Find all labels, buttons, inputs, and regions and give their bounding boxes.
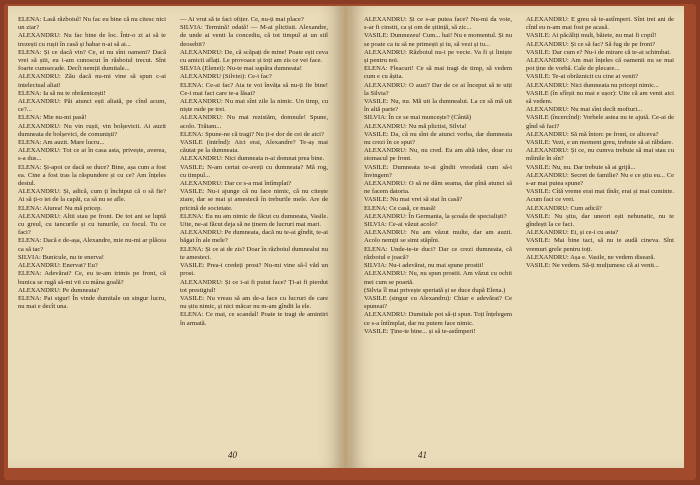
dialogue-paragraph: VASILE: N-am certat ce-aveți cu dumneata? Mă rog, cu timpul... — [180, 163, 328, 179]
dialogue-paragraph: VASILE: Nu știu, dar uneori ești nebunatic, nu te gîndești la ce faci. — [526, 212, 674, 229]
dialogue-paragraph: ALEXANDRU: Nu, nu spun prostii. Am văzut cu ochii mei cum se poartă. — [364, 270, 512, 286]
dialogue-paragraph: VASILE: Dar cum e? Nu-i de mirare că te-ai schimbat. — [526, 48, 671, 56]
dialogue-paragraph: ALEXANDRU: Și ce s-ar putea face? Nu-mi da voie, s-ar fi cinstit, ca și om de știință, să zic... — [364, 16, 512, 32]
dialogue-paragraph: ALEXANDRU: Ei, și ce-i cu asta? — [526, 229, 619, 237]
dialogue-paragraph: SILVIA: Termină! odată! — M-ai plictisit. Alexandre, de unde ai venit la concediu, că tot timpul ai un stil deosebit? — [180, 24, 328, 48]
dialogue-paragraph: ALEXANDRU: Nu, nu cred. Eu am altă idee, doar cu stomacul pe front. — [364, 147, 512, 163]
dialogue-paragraph: ALEXANDRU: O să ne dăm seama, dar pînă atunci să ne facem datoria. — [364, 180, 512, 196]
dialogue-paragraph: ELENA: Mie nu-mi pasă! — [18, 114, 87, 122]
dialogue-paragraph: ELENA: Și-apoi ce dacă se duce? Bine, așa cum a fost ea. Cine a fost tras la răspundere și cu ce? Am înțeles destul. — [18, 163, 166, 188]
dialogue-paragraph: ELENA: Adevărat? Ce, eu te-am trimis pe front, că bunica se rugă să-mi vii cu mâna goală? — [18, 270, 166, 286]
dialogue-paragraph: ELENA: Și ce ai de zis? Doar în războiul dumnealui nu te amesteci. — [180, 245, 328, 261]
dialogue-paragraph: VASILE (intrînd): Aici erai, Alexandre? Te-aș mai căutat pe la dumneata. — [180, 139, 328, 155]
dialogue-paragraph: VASILE: Ține-te bine... și să te-astîmperi! — [364, 327, 476, 335]
dialogue-paragraph: ALEXANDRU: Așa e. Vasile, ne vedem diseară. — [526, 253, 655, 261]
dialogue-paragraph: VASILE: Ne vedem. Să-ți mulțumesc că ai venit... — [526, 262, 660, 270]
dialogue-paragraph: ALEXANDRU: Și ce să fac? Să fug de pe front? — [526, 40, 656, 48]
dialogue-paragraph: VASILE: Nu-i ajunge că nu face nimic, că nu citește ziare, dar se mai și amestecă în treburile mele. Are de pricină de societate. — [180, 188, 328, 212]
dialogue-paragraph: VASILE: Ai păcăliți mult, băiete, nu mai fi copil! — [526, 32, 657, 40]
dialogue-paragraph: ALEXANDRU: Războiul nu-i pe vecie. Va fi și liniște și pentru noi. — [364, 48, 512, 65]
dialogue-paragraph: ALEXANDRU: Zău dacă nu-mi vine să spun c-ai intelectual aliat! — [18, 73, 166, 89]
dialogue-paragraph: ALEXANDRU: Secret de familie? Nu e ce știu eu... Ce s-ar mai putea spune? — [526, 171, 674, 188]
dialogue-paragraph: ALEXANDRU (Silviei): Ce-i fac? — [180, 73, 272, 81]
page-number-left: 40 — [228, 450, 237, 460]
dialogue-paragraph: ELENA: Ce-ai fac? Aia te voi învăța să nu-ți fie bine! Ce-i mai faci care te-a lăsat? — [180, 81, 328, 97]
dialogue-paragraph: VASILE: Prea-i credeți prost? Nu-mi vine să-l văd un prost. — [180, 262, 328, 278]
page-number-right: 41 — [418, 450, 427, 460]
right-page-column-1 — [364, 16, 512, 336]
dialogue-paragraph: ALEXANDRU: Nu mai sînt decît mofturi... — [526, 106, 643, 114]
dialogue-paragraph: VASILE: Cîtă vreme erai mai tînăr, erai și mai cuminte. Acum faci ce vrei. — [526, 188, 674, 204]
dialogue-paragraph: ALEXANDRU: De, că scăpați de mine! Poate ești ceva cu amicii aflați. Le provoace și toți am zis ce vei face. — [180, 48, 328, 65]
dialogue-paragraph: ALEXANDRU: Enervat? Eu? — [18, 262, 98, 270]
dialogue-paragraph: SILVIA: În ce se mai muncește? (Cântă) — [364, 114, 472, 122]
dialogue-paragraph: ALEXANDRU: Nu am văzut multe, dar am auzit. Acolo nemții se simt stăpîni. — [364, 229, 512, 245]
dialogue-paragraph: ALEXANDRU: Și, adică, cum ți închipui că o să fie? Ai să ți-o iei de la capăt, ca să nu se afle. — [18, 188, 166, 204]
dialogue-paragraph: ELENA: Pai sigur! În vinde dumitale un singur lucru, nu mai e decît una. — [18, 294, 166, 311]
dialogue-paragraph: ALEXANDRU: Am mai înțeles că oamenii nu se mai pot ține de vorbă. Cale de plecare... — [526, 57, 674, 73]
dialogue-paragraph: ALEXANDRU: Să mă întorc pe front, ce altceva? — [526, 130, 659, 138]
left-page — [8, 6, 342, 468]
dialogue-paragraph: ELENA: Am auzit. Mare lucru... — [18, 139, 105, 147]
dialogue-paragraph: ALEXANDRU: În Germania, la școala de specialiști? — [364, 212, 507, 220]
dialogue-paragraph: VASILE: Nu, nu. Dar trebuie să ai grijă... — [526, 163, 636, 171]
dialogue-paragraph: VASILE: Mai bine taci, să nu te audă cineva. Sînt vremuri grele pentru toți. — [526, 237, 674, 253]
dialogue-paragraph: ALEXANDRU: Nici dumneata nu pricepi nimic... — [526, 81, 659, 89]
dialogue-paragraph: ELENA: Unde-te-te duci? Dar ce crezi dumneata, că războiul e joacă? — [364, 245, 512, 261]
dialogue-paragraph: VASILE: Te-ai obrăznicit cu cine ai venit? — [526, 73, 639, 81]
dialogue-paragraph: ALEXANDRU: Altii stau pe front. De tot ani se luptă cu greul, cu tancurile și cu tunurile, cu focul. Tu ce faci? — [18, 212, 166, 237]
dialogue-paragraph: SILVIA: Ce-ai văzut acolo? — [364, 221, 438, 229]
dialogue-paragraph: (Silvia îl mai privește speriată și se duce după Elena.) — [364, 286, 506, 294]
dialogue-paragraph: ALEXANDRU: Dumitale pot să-ți spun. Toți înțelegem ce s-a întîmplat, dar nu putem face nimic. — [364, 311, 512, 327]
dialogue-paragraph: ELENA: Ia să nu te obrăznicești! — [18, 89, 106, 97]
dialogue-paragraph: ALEXANDRU: Dar ce s-a mai întîmplat? — [180, 180, 292, 188]
dialogue-paragraph: SILVIA (Elenei): Nu-te mai supăra dumneata! — [180, 65, 302, 73]
dialogue-paragraph: ALEXANDRU: Nu mai sînt zile la nimic. Un timp, cu niște rude pe trei. — [180, 98, 328, 114]
dialogue-paragraph: VASILE (încercînd): Vorbele astea nu te ajută. Ce-ai de gînd să faci? — [526, 114, 674, 130]
dialogue-paragraph: VASILE: Nu mai vrei să stai în casă? — [364, 196, 463, 204]
right-page-column-2 — [526, 16, 674, 270]
dialogue-paragraph: ALEXANDRU: E greu să te-astîmperi. Sînt trei ani de cînd eu n-am mai fost pe acasă. — [526, 16, 674, 32]
dialogue-paragraph: ALEXANDRU: Nu mă plictisi, Silvia! — [364, 122, 467, 130]
dialogue-paragraph: ELENA: Fleacuri! Ce să mai tragi de timp, să vedem cum e cu ăștia. — [364, 65, 512, 81]
left-page-column-2 — [180, 16, 328, 328]
right-page — [350, 6, 684, 468]
dialogue-paragraph: SILVIA: Nu-i adevărat, nu mai spune prostii! — [364, 262, 484, 270]
dialogue-paragraph: ALEXANDRU: Nu mai rezistăm, domnule! Spune, acolo. Trăiam... — [180, 114, 328, 130]
dialogue-paragraph: ALEXANDRU: Nu vin rușii, vin bolșevicii. Ai auzit dumneata de bolșevici, de comuniști? — [18, 122, 166, 138]
dialogue-paragraph: VASILE: Nu, nu. Mă uit la dumnealui. La ce să mă uit în altă parte? — [364, 98, 512, 114]
left-page-column-1 — [18, 16, 166, 311]
dialogue-paragraph: ELENA: Ce casă, ce masă! — [364, 204, 436, 212]
dialogue-paragraph: ALEXANDRU: Și ce i-ai fi putut face? Ți-ai fi pierdut tot prestigiul! — [180, 278, 328, 294]
dialogue-paragraph: ALEXANDRU: Nu fac bine de loc. Într-o zi ai să te trezești cu rușii în casă și habar n-ai să ai... — [18, 32, 166, 48]
dialogue-paragraph: VASILE: Dumneata te-ai gîndit vreodată cum să-i învingem? — [364, 163, 512, 179]
dialogue-paragraph: VASILE: Nu vreau să am de-a face cu lucruri de care nu știu nimic, și nici măcar nu m-am gîndit la ele. — [180, 294, 328, 311]
dialogue-paragraph: ALEXANDRU: Cum adică? — [526, 204, 602, 212]
dialogue-paragraph: ELENA: Spune-ne că tragi? Nu ți-e dor de cei de aici? — [180, 130, 324, 138]
dialogue-paragraph: VASILE: Vezi, e un moment greu, trebuie să ai răbdare. — [526, 139, 673, 147]
dialogue-paragraph: VASILE: Dumnezeu! Cum... hai! Nu e momentul. Și nu se poate ca tu să ne primești și tu, să vezi și tu... — [364, 32, 512, 48]
dialogue-paragraph: ALEXANDRU: Și ce, nu cumva trebuie să mai stau cu mîinile în sîn? — [526, 147, 674, 163]
dialogue-paragraph: ALEXANDRU: Tot ce ai în casa asta, privește, averea, s-a dus... — [18, 147, 166, 163]
dialogue-paragraph: SILVIA: Bunicule, nu te enerva! — [18, 253, 105, 261]
dialogue-paragraph: ELENA: Lasă războiul! Nu fac eu bine că nu citesc nici un ziar? — [18, 16, 166, 32]
dialogue-paragraph: VASILE (singur cu Alexandru): Chiar e adevărat? Ce spuneai? — [364, 294, 512, 311]
dialogue-paragraph: ELENA: Dacă e de-așa, Alexandre, mie nu-mi ar plăcea ca să tac? — [18, 237, 166, 253]
dialogue-paragraph: VASILE: Da, că nu sînt de atunci vorba, dar dumneata nu crezi în ce spui? — [364, 130, 512, 147]
dialogue-paragraph: ALEXANDRU: Nici dumneata n-ai domnat prea bine. — [180, 155, 325, 163]
dialogue-paragraph: ELENA: Ce mai, ce scandal! Poate te tragi de amintiri în armată. — [180, 311, 328, 327]
dialogue-paragraph: ALEXANDRU: Pe dumneata, dacă nu te-ai gîndit, te-ai băgat în ale mele? — [180, 229, 328, 245]
dialogue-paragraph: ALEXANDRU: Pe dumneata? — [18, 286, 100, 294]
dialogue-paragraph: ALEXANDRU: Păi atunci ești aliată, pe cînd acum, ce?... — [18, 98, 166, 114]
dialogue-paragraph: ELENA: Eu nu am nimic de făcut cu dumneata, Vasile. Uite, ne-ai făcut deja să ne ținem de lucruri mai mari. — [180, 212, 328, 229]
dialogue-paragraph: ELENA: Aiurea! Nu mă pricep. — [18, 204, 103, 212]
dialogue-paragraph: — Ai vrut să te faci ofițer. Ce, nu-ți mai place? — [180, 16, 304, 23]
dialogue-paragraph: ELENA: Și ce dacă vin? Ce, ei nu sînt oameni? Dacă vrei să știi, eu i-am cunoscut în răsboiul trecut. Sînt foarte cumsecade. Decît nemții dumitale... — [18, 48, 166, 73]
dialogue-paragraph: VASILE (în sfîrșit nu mai e ușor): Uite că am venit aici să vedem. — [526, 89, 674, 106]
dialogue-paragraph: ALEXANDRU: O auzi? Dar de ce ai început să te uiți la Silvia? — [364, 81, 512, 97]
